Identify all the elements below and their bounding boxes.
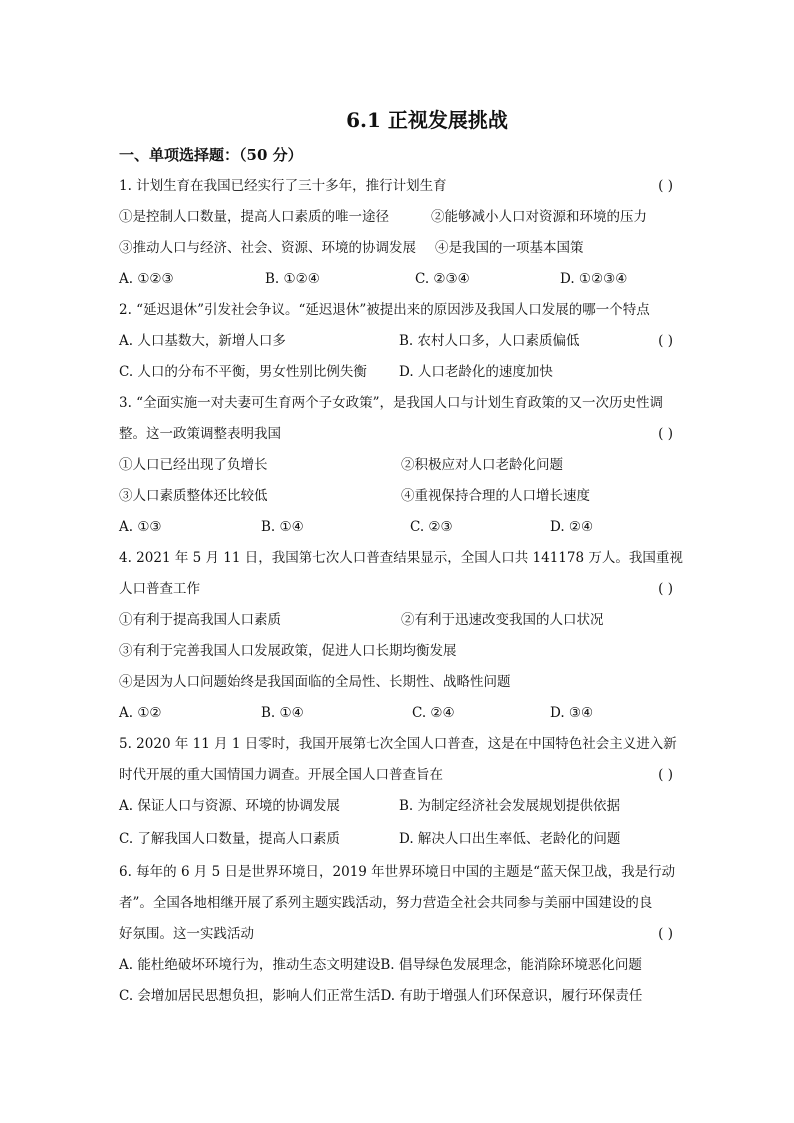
option-d: D. 解决人口出生率低、老龄化的问题 xyxy=(399,831,621,847)
statement: ④是因为人口问题始终是我国面临的全局性、长期性、战略性问题 xyxy=(119,674,511,690)
option-a: A. 能杜绝破坏环境行为，推动生态文明建设 xyxy=(119,957,381,973)
question-list xyxy=(119,175,683,1016)
option-d: D. ②④ xyxy=(550,519,594,535)
option-c: C. 会增加居民思想负担，影响人们正常生活 xyxy=(119,988,381,1004)
page-title: 6.1 正视发展挑战 xyxy=(346,108,508,132)
statement-row xyxy=(119,671,675,702)
option-row xyxy=(119,516,675,547)
statement: ③人口素质整体还比较低 xyxy=(119,488,268,504)
question-stem: 4. 2021 年 5 月 11 日，我国第七次人口普查结果显示，全国人口共 141178 万人。我国重视 xyxy=(119,550,683,566)
option-d: D. ①②③④ xyxy=(560,271,628,287)
option-d: D. 有助于增强人们环保意识，履行环保责任 xyxy=(380,988,643,1004)
option-b: B. ①④ xyxy=(261,519,304,535)
answer-blank: ( ) xyxy=(658,426,673,442)
option-b: B. ①④ xyxy=(261,705,304,721)
question-stem: 2. “延迟退休”引发社会争议。“延迟退休”被提出来的原因涉及我国人口发展的哪一个特点 xyxy=(119,302,650,318)
option-d: D. ③④ xyxy=(550,705,594,721)
statement-row xyxy=(119,640,675,671)
option-b: B. ①②④ xyxy=(265,271,320,287)
question-stem: 人口普查工作 ( ) xyxy=(119,578,675,609)
option-row xyxy=(119,954,675,985)
option-c: C. ②④ xyxy=(412,705,455,721)
question-stem: 好氛围。这一实践活动 ( ) xyxy=(119,923,675,954)
statement-row xyxy=(119,454,675,485)
option-c: C. 了解我国人口数量，提高人口素质 xyxy=(119,831,340,847)
option-b: B. 倡导绿色发展理念，能消除环境恶化问题 xyxy=(380,957,642,973)
question-stem: 5. 2020 年 11 月 1 日零时，我国开展第七次全国人口普查，这是在中国特色社会主义进入新 xyxy=(119,736,677,752)
option-row xyxy=(119,268,675,299)
option-row xyxy=(119,330,675,361)
answer-blank: ( ) xyxy=(658,581,673,597)
option-a: A. 人口基数大，新增人口多 xyxy=(119,333,286,349)
section-heading: 一、单项选择题：（50 分） xyxy=(119,146,303,164)
statement: ③有利于完善我国人口发展政策，促进人口长期均衡发展 xyxy=(119,643,457,659)
statement: ②积极应对人口老龄化问题 xyxy=(401,457,563,473)
option-c: C. ②③ xyxy=(410,519,453,535)
statement: ②有利于迅速改变我国的人口状况 xyxy=(401,612,604,628)
statement-row xyxy=(119,206,675,237)
statement: ④是我国的一项基本国策 xyxy=(435,240,584,256)
statement: ③推动人口与经济、社会、资源、环境的协调发展 xyxy=(119,240,416,256)
statement: ①人口已经出现了负增长 xyxy=(119,457,268,473)
statement-row xyxy=(119,485,675,516)
question-stem: 者”。全国各地相继开展了系列主题实践活动，努力营造全社会共同参与美丽中国建设的良 xyxy=(119,895,653,911)
statement-row xyxy=(119,237,675,268)
option-row xyxy=(119,828,675,861)
answer-blank: ( ) xyxy=(658,178,673,194)
option-row xyxy=(119,795,675,828)
answer-blank: ( ) xyxy=(658,926,673,942)
option-b: B. 农村人口多，人口素质偏低 xyxy=(399,333,580,349)
option-a: A. ①②③ xyxy=(119,271,174,287)
option-b: B. 为制定经济社会发展规划提供依据 xyxy=(399,798,621,814)
statement: ①有利于提高我国人口素质 xyxy=(119,612,281,628)
answer-blank: ( ) xyxy=(658,333,673,349)
question-stem: 6. 每年的 6 月 5 日是世界环境日，2019 年世界环境日中国的主题是“蓝天保卫战，我是行动 xyxy=(119,864,676,880)
option-a: A. 保证人口与资源、环境的协调发展 xyxy=(119,798,340,814)
option-a: A. ①② xyxy=(119,705,162,721)
option-a: A. ①③ xyxy=(119,519,162,535)
option-row xyxy=(119,985,675,1016)
option-c: C. ②③④ xyxy=(415,271,470,287)
statement: ④重视保持合理的人口增长速度 xyxy=(401,488,590,504)
option-row xyxy=(119,702,675,733)
option-c: C. 人口的分布不平衡，男女性别比例失衡 xyxy=(119,364,367,380)
question-stem: 3. “全面实施一对夫妻可生育两个子女政策”，是我国人口与计划生育政策的又一次历史性调 xyxy=(119,395,663,411)
statement-row xyxy=(119,609,675,640)
statement: ①是控制人口数量，提高人口素质的唯一途径 xyxy=(119,209,389,225)
option-row xyxy=(119,361,675,392)
statement: ②能够减小人口对资源和环境的压力 xyxy=(431,209,647,225)
answer-blank: ( ) xyxy=(658,767,673,783)
question-stem: 时代开展的重大国情国力调查。开展全国人口普查旨在 ( ) xyxy=(119,764,675,795)
option-d: D. 人口老龄化的速度加快 xyxy=(399,364,553,380)
question-stem: 1. 计划生育在我国已经实行了三十多年，推行计划生育 ( ) xyxy=(119,175,675,206)
question-stem: 整。这一政策调整表明我国 ( ) xyxy=(119,423,675,454)
